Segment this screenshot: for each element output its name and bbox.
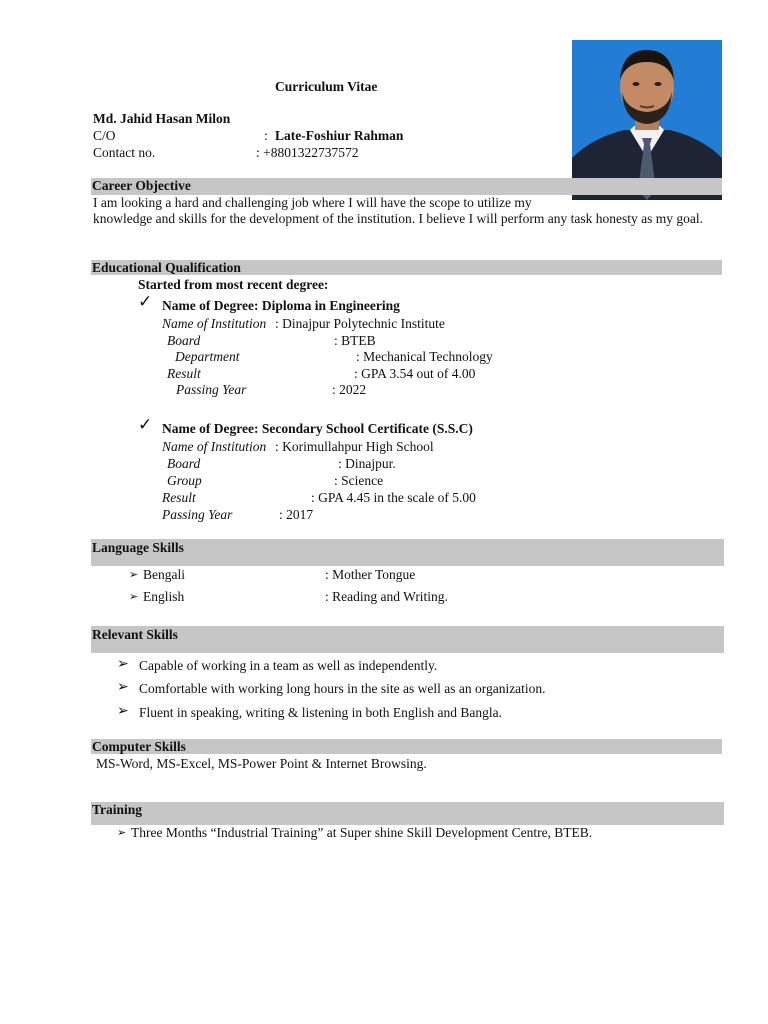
language-1-level: : Mother Tongue [325, 567, 416, 582]
computer-skills-text: MS-Word, MS-Excel, MS-Power Point & Internet Browsing. [96, 756, 427, 771]
degree-1-institution-value: : Dinajpur Polytechnic Institute [275, 316, 445, 331]
relevant-skill-2: Comfortable with working long hours in the site as well as an organization. [139, 681, 546, 696]
computer-skills-heading-text: Computer Skills [92, 739, 186, 754]
degree-2-group-value: : Science [334, 473, 384, 488]
career-objective-heading-text: Career Objective [92, 178, 191, 193]
co-value: Late-Foshiur Rahman [275, 128, 404, 143]
contact-label: Contact no. [93, 145, 156, 160]
language-skills-heading-text: Language Skills [92, 540, 184, 555]
arrow-bullet-icon: ➢ [117, 826, 127, 839]
career-objective-line2: knowledge and skills for the development of the institution. I believe I will perform any task honesty as my goal. [93, 211, 703, 226]
co-separator: : [264, 128, 268, 143]
check-icon: ✓ [138, 292, 153, 312]
degree-1-passing-year-value: : 2022 [332, 382, 367, 397]
degree-2-institution-label: Name of Institution [162, 439, 267, 454]
degree-1-department-label: Department [175, 349, 240, 364]
language-skills-heading [91, 539, 724, 566]
arrow-bullet-icon: ➢ [129, 590, 139, 603]
training-heading-text: Training [92, 802, 143, 817]
relevant-skill-3: Fluent in speaking, writing & listening in both English and Bangla. [139, 705, 502, 720]
career-objective-heading [91, 178, 722, 195]
degree-2-group-label: Group [167, 473, 202, 488]
degree-2-board-value: : Dinajpur. [338, 456, 396, 471]
degree-2-passing-year-value: : 2017 [279, 507, 314, 522]
relevant-skills-heading-text: Relevant Skills [92, 627, 178, 642]
language-2-name: English [143, 589, 185, 604]
computer-skills-heading [91, 739, 722, 754]
language-2-level: : Reading and Writing. [325, 589, 448, 604]
candidate-name: Md. Jahid Hasan Milon [93, 111, 231, 126]
degree-2-result-label: Result [162, 490, 196, 505]
degree-1-board-label: Board [167, 333, 201, 348]
contact-value: : +8801322737572 [256, 145, 359, 160]
degree-1-department-value: : Mechanical Technology [356, 349, 493, 364]
degree-1-result-label: Result [167, 366, 201, 381]
arrow-bullet-icon: ➢ [129, 568, 139, 581]
degree-2-institution-value: : Korimullahpur High School [275, 439, 434, 454]
career-objective-line1: I am looking a hard and challenging job where I will have the scope to utilize my [93, 195, 532, 210]
arrow-bullet-icon: ➢ [117, 703, 129, 719]
degree-2-passing-year-label: Passing Year [162, 507, 233, 522]
profile-photo [572, 40, 722, 200]
relevant-skills-heading [91, 626, 724, 653]
degree-1-passing-year-label: Passing Year [176, 382, 247, 397]
degree-1-institution-label: Name of Institution [162, 316, 267, 331]
degree-2-result-value: : GPA 4.45 in the scale of 5.00 [311, 490, 476, 505]
degree-2-title: Name of Degree: Secondary School Certificate (S.S.C) [162, 421, 473, 436]
arrow-bullet-icon: ➢ [117, 656, 129, 672]
degree-2-board-label: Board [167, 456, 201, 471]
training-heading [91, 802, 724, 825]
language-1-name: Bengali [143, 567, 185, 582]
co-label: C/O [93, 128, 116, 143]
education-intro: Started from most recent degree: [138, 277, 329, 292]
check-icon: ✓ [138, 415, 153, 435]
arrow-bullet-icon: ➢ [117, 679, 129, 695]
education-heading [91, 260, 722, 275]
training-text: Three Months “Industrial Training” at Super shine Skill Development Centre, BTEB. [131, 825, 593, 840]
relevant-skill-1: Capable of working in a team as well as independently. [139, 658, 438, 673]
degree-1-board-value: : BTEB [334, 333, 376, 348]
degree-1-title: Name of Degree: Diploma in Engineering [162, 298, 400, 313]
cv-title: Curriculum Vitae [275, 79, 378, 94]
degree-1-result-value: : GPA 3.54 out of 4.00 [354, 366, 476, 381]
education-heading-text: Educational Qualification [92, 260, 241, 275]
